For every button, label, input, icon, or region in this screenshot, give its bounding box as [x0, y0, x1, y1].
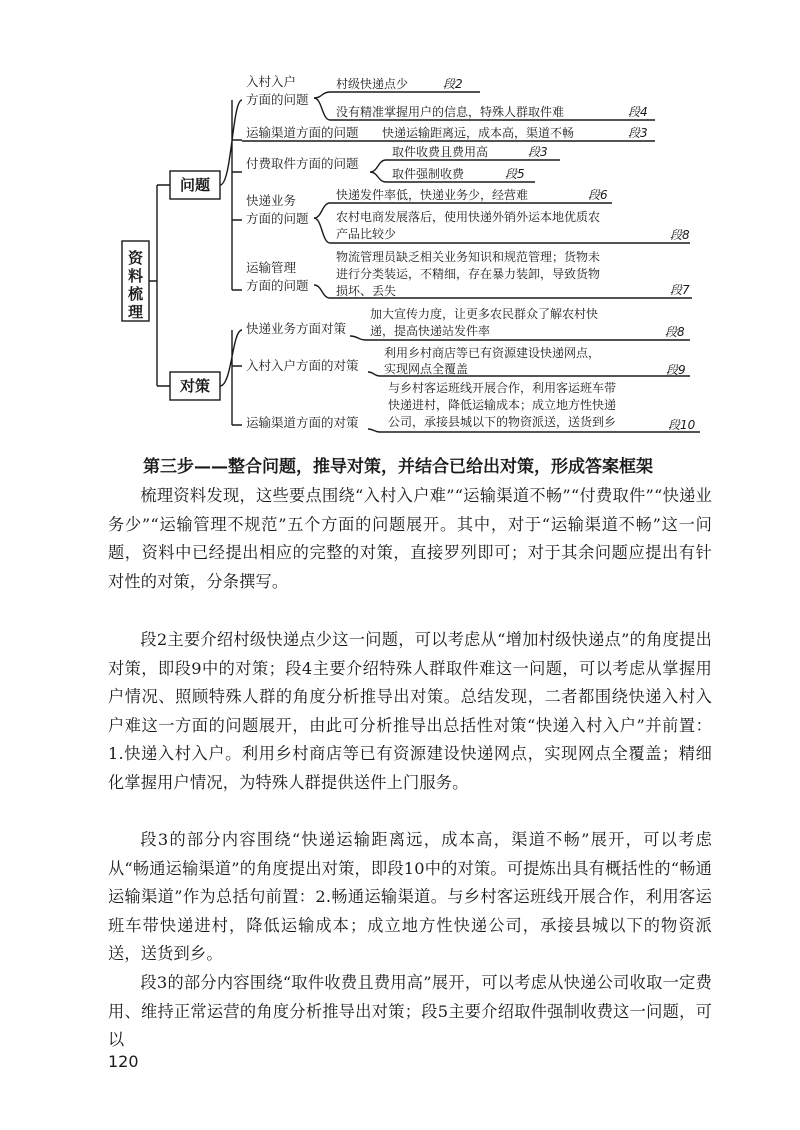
- root-char-1: 资料梳理: [127, 249, 144, 321]
- leaf-mgmt-b: 进行分类装运，不精细，存在暴力装卸，导致货物: [336, 267, 601, 281]
- c2-leaf-a: 利用乡村商店等已有资源建设快递网点，: [384, 346, 601, 360]
- sub2-label: 运输渠道方面的问题: [246, 125, 359, 140]
- seg-8b: 段8: [665, 325, 685, 339]
- c2-label: 入村入户方面的对策: [246, 358, 359, 373]
- sub1-label-b: 方面的问题: [246, 92, 309, 107]
- sub4-label-b: 方面的问题: [246, 211, 309, 226]
- paragraph-4: 段3的部分内容围绕“取件收费且费用高”展开，可以考虑从快递公司收取一定费用、维持正常运营的角度分析推导出对策；段5主要介绍取件强制收费这一问题，可以: [108, 973, 712, 1050]
- problem-branch-label: 问题: [179, 176, 211, 194]
- seg-9: 段9: [666, 363, 686, 377]
- sub3-label: 付费取件方面的问题: [246, 156, 359, 171]
- sub5-label-b: 方面的问题: [246, 278, 309, 293]
- c1-leaf-a: 加大宣传力度，让更多农民群众了解农村快: [370, 307, 599, 321]
- c1-label: 快递业务方面对策: [246, 321, 347, 336]
- c1-leaf-b: 递，提高快递站发件率: [370, 324, 491, 338]
- seg-3b: 段3: [528, 145, 548, 159]
- c3-leaf-b: 快递进村，降低运输成本；成立地方性快递: [388, 398, 617, 412]
- sub4-label-a: 快递业务: [246, 193, 297, 208]
- sub5-label-a: 运输管理: [246, 260, 297, 275]
- seg-10: 段10: [668, 418, 696, 432]
- paragraph-3: 段3的部分内容围绕“快递运输距离远，成本高，渠道不畅”展开，可以考虑从“畅通运输渠道”的角度提出对策，即段10中的对策。可提炼出具有概括性的“畅通运输渠道”作为总括句前置：2.畅通运输渠道。与乡村客运班线开展合作，利用客运班车带快递进村，降低运输成本；成立地方性快递公司，承接县城以下的物资派送，送货到乡。: [108, 830, 712, 964]
- seg-2: 段2: [443, 77, 463, 91]
- leaf-mgmt-c: 损坏、丢失: [336, 284, 397, 298]
- leaf-low-rate: 快递发件率低，快递业务少，经营难: [336, 188, 529, 202]
- c2-leaf-b: 实现网点全覆盖: [384, 362, 469, 376]
- c3-leaf-a: 与乡村客运班线开展合作，利用客运班车带: [388, 381, 617, 395]
- leaf-ecommerce-a: 农村电商发展落后，使用快递外销外运本地优质农: [336, 210, 601, 224]
- paragraph-1: 梳理资料发现，这些要点围绕“入村入户难”“运输渠道不畅”“付费取件”“快递业务少”“运输管理不规范”五个方面的问题展开。其中，对于“运输渠道不畅”这一问题，资料中已经提出相应的完整的对策，直接罗列即可；对于其余问题应提出有针对性的对策，分条撰写。: [108, 486, 712, 591]
- seg-3a: 段3: [628, 126, 648, 140]
- sub1-label-a: 入村入户: [246, 74, 297, 89]
- leaf-mgmt-a: 物流管理员缺乏相关业务知识和规范管理；货物未: [336, 250, 601, 264]
- leaf-forced-fee: 取件强制收费: [392, 167, 465, 181]
- paragraph-2: 段2主要介绍村级快递点少这一问题，可以考虑从“增加村级快递点”的角度提出对策，即段9中的对策；段4主要介绍特殊人群取件难这一问题，可以考虑从掌握用户情况、照顾特殊人群的角度分析推导出对策。总结发现，二者都围绕快递入村入户难这一方面的问题展开，由此可分析推导出总括性对策“快递入村入户”并前置：1.快递入村入户。利用乡村商店等已有资源建设快递网点，实现网点全覆盖；精细化掌握用户情况，为特殊人群提供送件上门服务。: [108, 630, 712, 792]
- seg-8a: 段8: [670, 228, 690, 242]
- leaf-transport: 快递运输距离远，成本高，渠道不畅: [382, 126, 575, 140]
- leaf-user-info: 没有精准掌握用户的信息，特殊人群取件难: [336, 105, 565, 119]
- leaf-fee-high: 取件收费且费用高: [392, 145, 489, 159]
- page-number: 120: [108, 1052, 139, 1071]
- seg-6: 段6: [588, 188, 608, 202]
- seg-5: 段5: [505, 167, 525, 181]
- leaf-village-points: 村级快递点少: [336, 77, 409, 91]
- c3-label: 运输渠道方面的对策: [246, 415, 359, 430]
- seg-4: 段4: [628, 105, 648, 119]
- countermeasure-branch-label: 对策: [179, 377, 211, 395]
- seg-7: 段7: [670, 283, 690, 297]
- leaf-ecommerce-b: 产品比较少: [336, 227, 397, 241]
- c3-leaf-c: 公司，承接县城以下的物资派送，送货到乡: [388, 415, 617, 429]
- section-heading: 第三步——整合问题，推导对策，并结合已给出对策，形成答案框架: [143, 457, 653, 477]
- mind-map-diagram: [0, 0, 800, 440]
